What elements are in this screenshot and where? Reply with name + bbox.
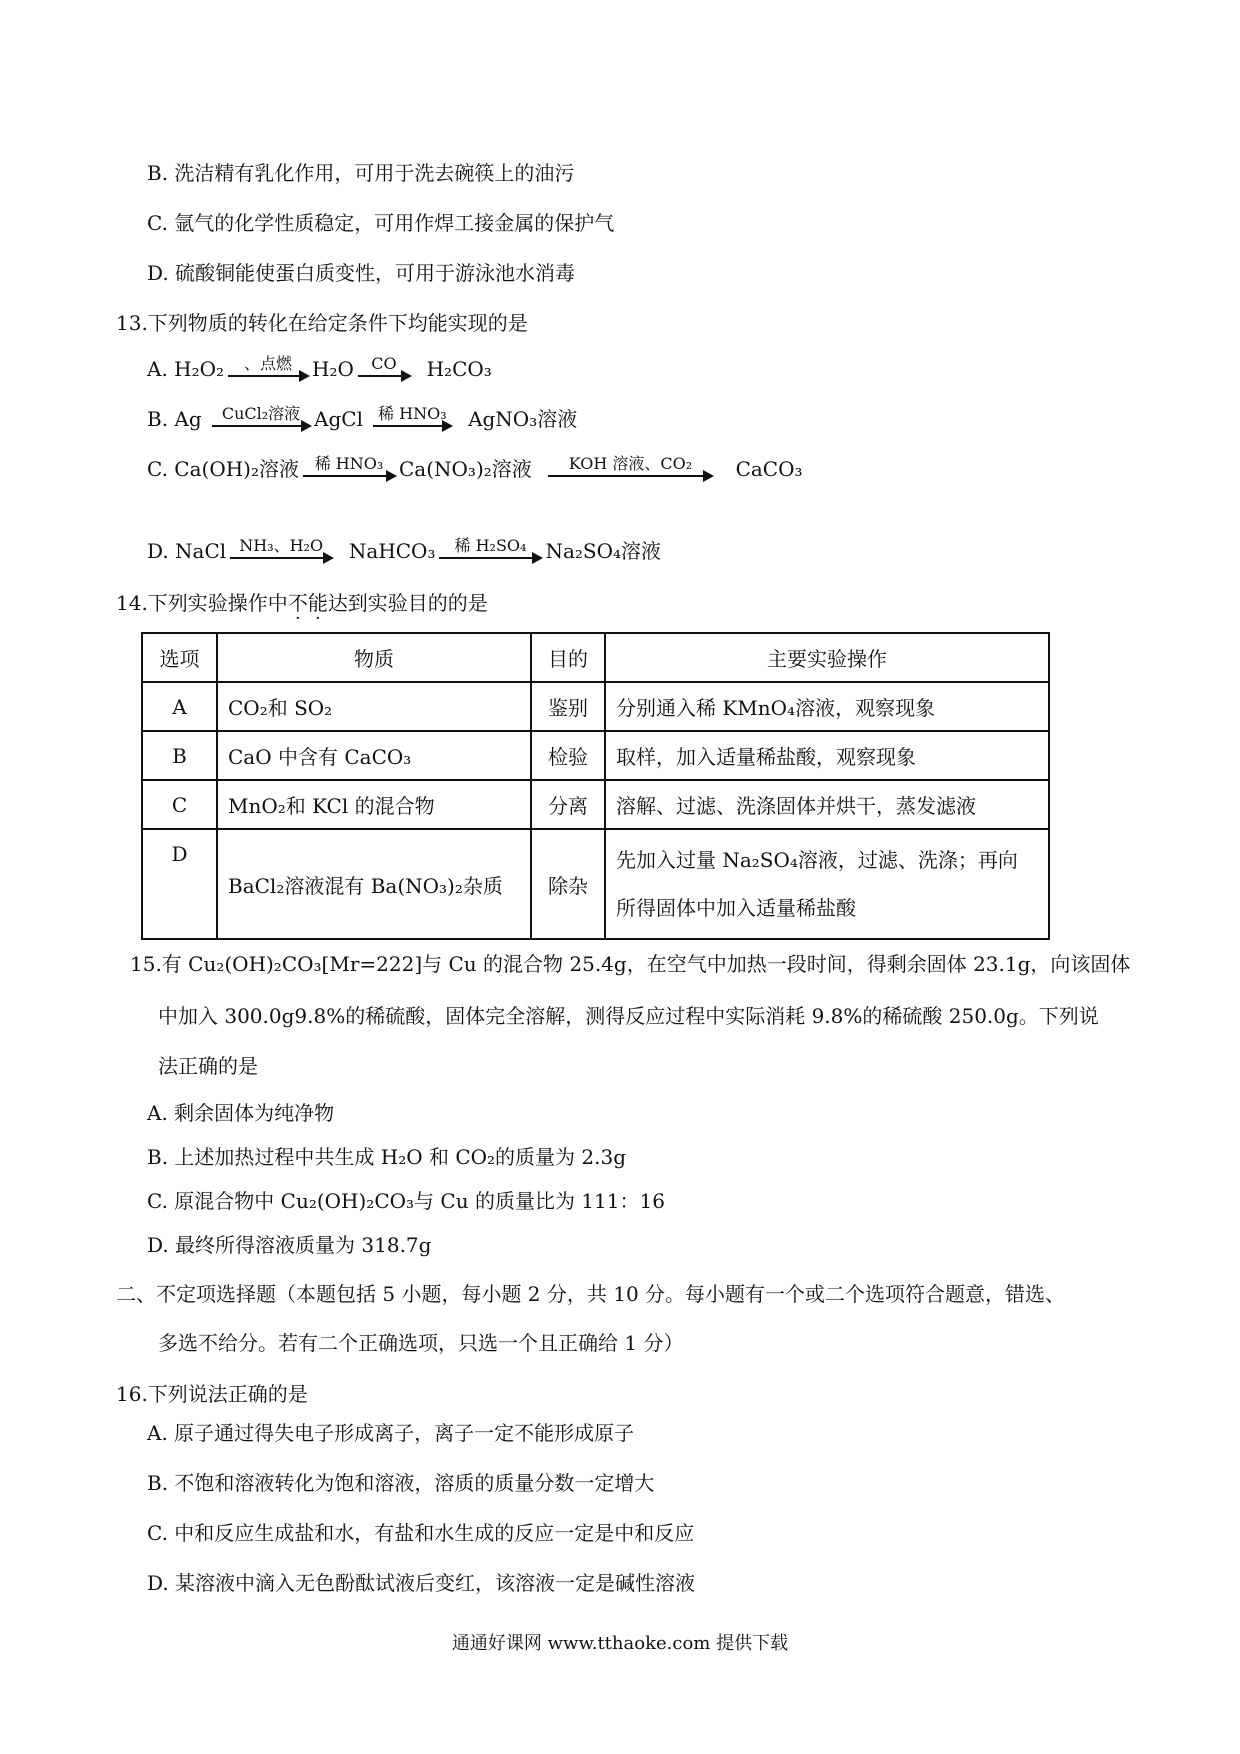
reaction-arrow [358, 355, 410, 383]
q13-option-c [147, 455, 803, 483]
q13-option-a [147, 355, 492, 383]
table-cell: 取样，加入适量稀盐酸，观察现象 [605, 731, 1049, 780]
table-cell: 除杂 [531, 829, 605, 939]
table-cell: 鉴别 [531, 682, 605, 731]
table-header-cell: 物质 [217, 633, 531, 682]
q13-stem: 13.下列物质的转化在给定条件下均能实现的是 [116, 311, 528, 335]
table-row [142, 829, 1049, 939]
q16-option-c: C. 中和反应生成盐和水，有盐和水生成的反应一定是中和反应 [147, 1521, 695, 1545]
reaction-arrow [548, 455, 712, 483]
q13-d-product-1: NaHCO₃ [348, 539, 436, 563]
reaction-condition: CuCl₂溶液 [221, 404, 301, 423]
reaction-condition: NH₃、H₂O [239, 536, 324, 555]
table-cell: 检验 [531, 731, 605, 780]
section-heading-line-1: 二、不定项选择题（本题包括 5 小题，每小题 2 分，共 10 分。每小题有一个或二个选项符合题意，错选、 [116, 1282, 1066, 1306]
q13-c-product-2: CaCO₃ [735, 457, 803, 481]
table-header-cell: 主要实验操作 [605, 633, 1049, 682]
table-cell: BaCl₂溶液混有 Ba(NO₃)₂杂质 [217, 829, 531, 939]
q16-option-a: A. 原子通过得失电子形成离子，离子一定不能形成原子 [147, 1421, 635, 1445]
q13-a-product-1: H₂O [312, 357, 354, 381]
reaction-condition: 稀 HNO₃ [314, 454, 384, 473]
table-cell: MnO₂和 KCl 的混合物 [217, 780, 531, 829]
table-cell: 分别通入稀 KMnO₄溶液，观察现象 [605, 682, 1049, 731]
reaction-condition: 稀 HNO₃ [378, 404, 447, 423]
reaction-arrow [230, 537, 332, 565]
q13-option-b [147, 405, 577, 433]
q15-stem-line-2: 中加入 300.0g9.8%的稀硫酸，固体完全溶解，测得反应过程中实际消耗 9.8%的稀硫酸 250.0g。下列说 [158, 1004, 1099, 1028]
reaction-arrow [303, 455, 395, 483]
q14-stem-pre: 14.下列实验操作中 [116, 591, 288, 615]
reaction-arrow [373, 405, 451, 433]
q12-option-d: D. 硫酸铜能使蛋白质变性，可用于游泳池水消毒 [147, 261, 576, 285]
emphasis-dot: 能 [307, 591, 328, 615]
table-cell: A [142, 682, 217, 731]
table-cell: CO₂和 SO₂ [217, 682, 531, 731]
q13-d-product-2: Na₂SO₄溶液 [545, 539, 662, 563]
table-row [142, 780, 1049, 829]
q13-a-label: A. H₂O₂ [147, 357, 225, 381]
table-cell: D [142, 829, 217, 939]
reaction-arrow [439, 537, 541, 565]
table-row [142, 682, 1049, 731]
experiment-table [141, 632, 1050, 940]
emphasis-dot: 不 [287, 591, 308, 615]
q15-stem-line-1: 15.有 Cu₂(OH)₂CO₃[Mr=222]与 Cu 的混合物 25.4g，在空气中加热一段时间，得剩余固体 23.1g，向该固体 [130, 952, 1131, 976]
table-cell: B [142, 731, 217, 780]
table-header-cell: 目的 [531, 633, 605, 682]
reaction-arrow [212, 405, 310, 433]
q13-b-product-2: AgNO₃溶液 [468, 407, 578, 431]
reaction-condition: CO [371, 354, 397, 373]
q14-stem [116, 589, 488, 617]
q15-option-b: B. 上述加热过程中共生成 H₂O 和 CO₂的质量为 2.3g [147, 1145, 627, 1169]
reaction-condition: 、点燃 [244, 354, 293, 373]
table-cell [605, 829, 1049, 939]
q16-option-b: B. 不饱和溶液转化为饱和溶液，溶质的质量分数一定增大 [147, 1471, 655, 1495]
q13-b-label: B. Ag [147, 407, 202, 431]
reaction-condition: KOH 溶液、CO₂ [568, 454, 693, 473]
q12-option-b: B. 洗洁精有乳化作用，可用于洗去碗筷上的油污 [147, 161, 575, 185]
table-cell: 溶解、过滤、洗涤固体并烘干，蒸发滤液 [605, 780, 1049, 829]
q14-stem-post: 达到实验目的的是 [327, 591, 488, 615]
q15-option-d: D. 最终所得溶液质量为 318.7g [147, 1233, 432, 1257]
table-header-cell: 选项 [142, 633, 217, 682]
table-cell: C [142, 780, 217, 829]
q13-d-label: D. NaCl [147, 539, 227, 563]
q13-option-d [147, 537, 661, 565]
q12-option-c: C. 氩气的化学性质稳定，可用作焊工接金属的保护气 [147, 211, 615, 235]
q15-option-c: C. 原混合物中 Cu₂(OH)₂CO₃与 Cu 的质量比为 111：16 [147, 1189, 665, 1213]
q13-a-product-2: H₂CO₃ [426, 357, 492, 381]
reaction-condition: 稀 H₂SO₄ [454, 536, 527, 555]
q13-c-product-1: Ca(NO₃)₂溶液 [399, 457, 532, 481]
q16-stem: 16.下列说法正确的是 [116, 1382, 308, 1406]
table-cell: CaO 中含有 CaCO₃ [217, 731, 531, 780]
table-cell-line: 所得固体中加入适量稀盐酸 [616, 896, 856, 920]
section-heading-line-2: 多选不给分。若有二个正确选项，只选一个且正确给 1 分） [158, 1331, 684, 1355]
q16-option-d: D. 某溶液中滴入无色酚酞试液后变红，该溶液一定是碱性溶液 [147, 1571, 696, 1595]
table-header-row [142, 633, 1049, 682]
q15-stem-line-3: 法正确的是 [158, 1054, 258, 1078]
table-cell-line: 先加入过量 Na₂SO₄溶液，过滤、洗涤；再向 [616, 848, 1018, 872]
footer-text: 通通好课网 www.tthaoke.com 提供下载 [451, 1633, 789, 1654]
reaction-arrow [228, 355, 308, 383]
table-cell: 分离 [531, 780, 605, 829]
q13-c-label: C. Ca(OH)₂溶液 [147, 457, 299, 481]
q13-b-product-1: AgCl [314, 407, 363, 431]
table-row [142, 731, 1049, 780]
q15-option-a: A. 剩余固体为纯净物 [147, 1101, 335, 1125]
